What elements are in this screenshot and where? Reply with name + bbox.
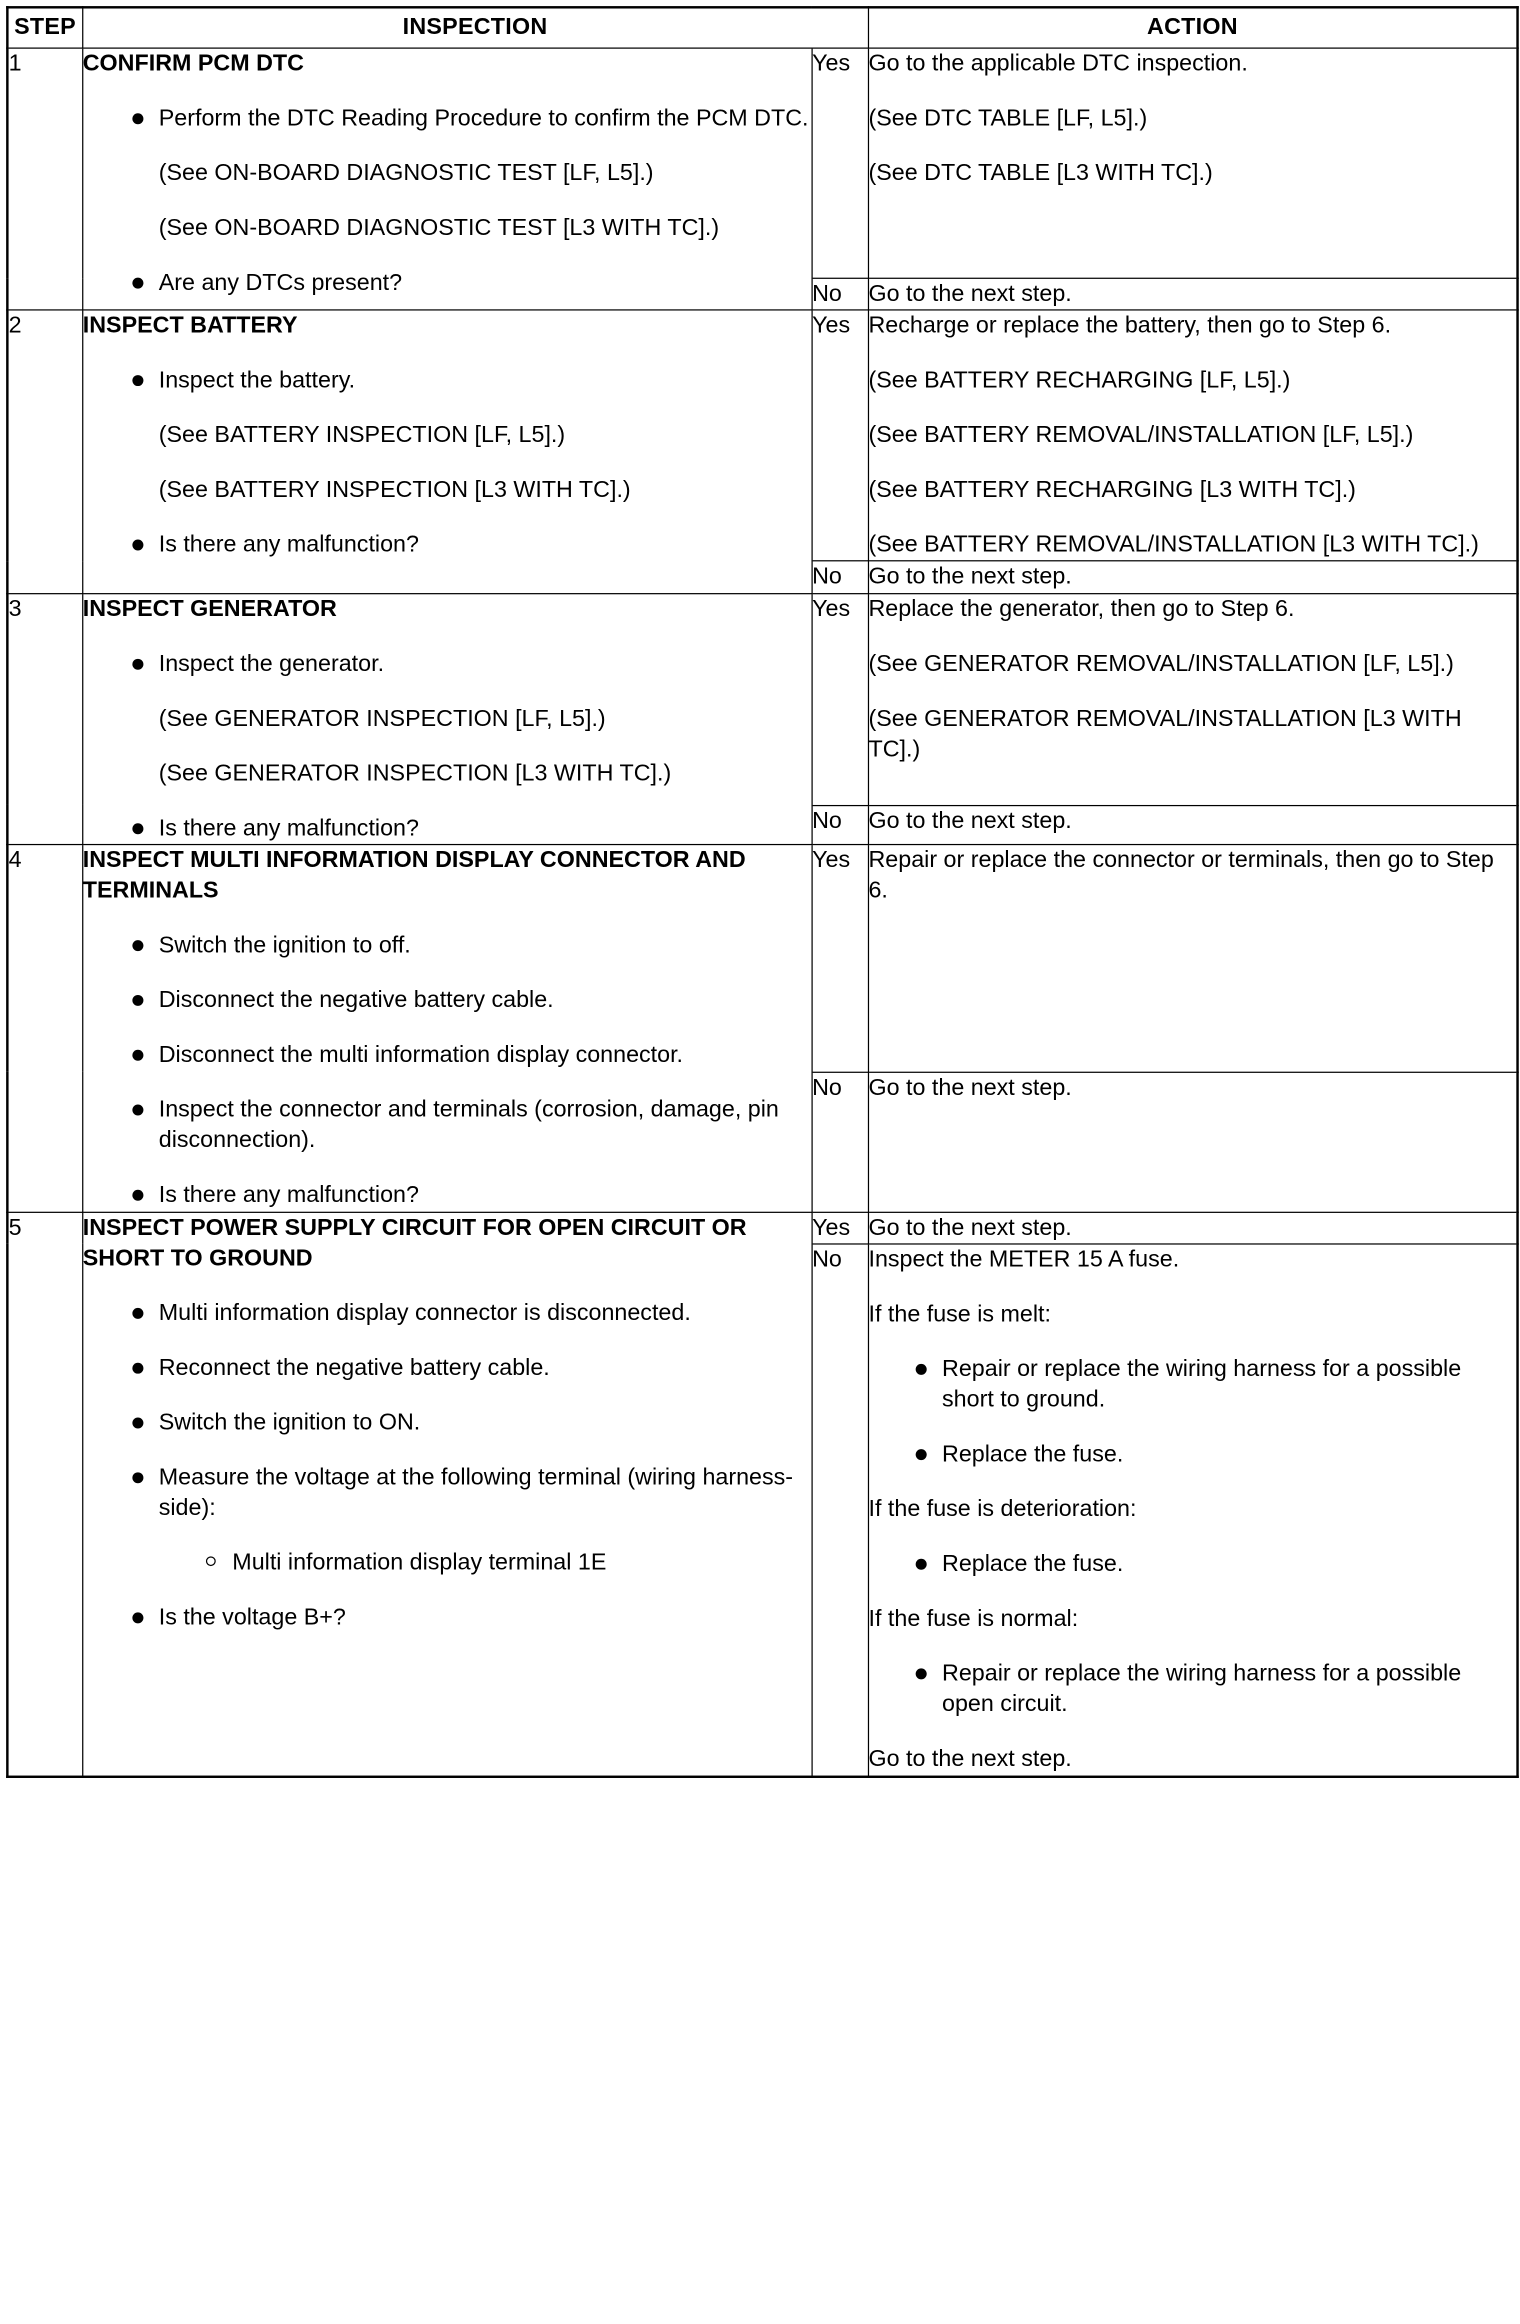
step-4-bullet: Inspect the connector and terminals (corrosion, damage, pin disconnection). (83, 1095, 811, 1156)
step-3-yes-action (868, 593, 1518, 805)
step-1-bullet: Are any DTCs present? (83, 268, 811, 299)
step-1-yes-action (868, 48, 1518, 278)
step-2-yes-ref: (See BATTERY REMOVAL/INSTALLATION [LF, L5].) (868, 422, 1414, 449)
step-3-yes-row (7, 593, 1517, 805)
step-2-yes-ref: (See BATTERY RECHARGING [L3 WITH TC].) (868, 477, 1356, 504)
step-2-yes-label: Yes (811, 310, 867, 561)
header-inspection: INSPECTION (82, 7, 868, 48)
step-5-bullet: Is the voltage B+? (83, 1603, 811, 1634)
step-4-yes-action: Repair or replace the connector or terminals, then go to Step 6. (868, 844, 1518, 1072)
step-3-inspection (82, 593, 811, 844)
step-3-yes-label: Yes (811, 593, 867, 805)
step-4-no-action: Go to the next step. (868, 1072, 1518, 1212)
step-5-yes-label: Yes (811, 1212, 867, 1244)
step-2-ref: (See BATTERY INSPECTION [LF, L5].) (158, 422, 566, 449)
step-1-number: 1 (7, 48, 82, 310)
step-5-melt-label: If the fuse is melt: (868, 1301, 1052, 1328)
step-3-title: INSPECT GENERATOR (82, 596, 337, 622)
step-5-melt-bullet: Replace the fuse. (868, 1439, 1516, 1470)
step-5-title: INSPECT POWER SUPPLY CIRCUIT FOR OPEN CIRCUIT OR SHORT TO GROUND (82, 1214, 747, 1271)
step-3-number: 3 (7, 593, 82, 844)
step-1-yes-row (7, 48, 1517, 278)
header-step: STEP (7, 7, 82, 48)
step-2-bullet: Is there any malfunction? (83, 530, 811, 561)
step-5-deterioration-label: If the fuse is deterioration: (868, 1496, 1137, 1523)
header-action: ACTION (868, 7, 1518, 48)
step-5-no-intro: Inspect the METER 15 A fuse. (868, 1246, 1180, 1273)
diagnostic-table (6, 6, 1519, 1777)
step-2-bullet: Inspect the battery. (83, 366, 811, 397)
step-5-bullet: Measure the voltage at the following terminal (wiring harness-side): (83, 1463, 811, 1524)
step-1-yes-ref: (See DTC TABLE [L3 WITH TC].) (868, 160, 1213, 187)
step-4-inspection (82, 844, 811, 1211)
step-4-bullet: Switch the ignition to off. (83, 931, 811, 962)
step-2-title: INSPECT BATTERY (82, 313, 298, 339)
step-4-bullet: Is there any malfunction? (83, 1181, 811, 1212)
step-5-yes-row (7, 1212, 1517, 1244)
step-2-number: 2 (7, 310, 82, 593)
step-2-yes-action (868, 310, 1518, 561)
step-3-yes-text: Replace the generator, then go to Step 6. (868, 596, 1295, 622)
step-5-no-label: No (811, 1244, 867, 1777)
step-2-yes-text: Recharge or replace the battery, then go to Step 6. (868, 313, 1392, 339)
step-3-ref: (See GENERATOR INSPECTION [LF, L5].) (158, 705, 606, 732)
step-3-yes-ref: (See GENERATOR REMOVAL/INSTALLATION [LF, L5].) (868, 651, 1454, 677)
step-2-yes-row (7, 310, 1517, 561)
step-4-yes-label: Yes (811, 844, 867, 1072)
step-5-inspection (82, 1212, 811, 1776)
step-1-yes-label: Yes (811, 48, 867, 278)
step-5-bullet: Multi information display connector is disconnected. (83, 1298, 811, 1329)
step-4-bullet: Disconnect the multi information display connector. (83, 1040, 811, 1071)
step-5-melt-bullet: Repair or replace the wiring harness for a possible short to ground. (868, 1354, 1516, 1415)
step-1-ref: (See ON-BOARD DIAGNOSTIC TEST [L3 WITH TC].) (158, 215, 720, 242)
step-1-yes-text: Go to the applicable DTC inspection. (868, 51, 1248, 77)
step-3-bullet: Is there any malfunction? (83, 813, 811, 844)
step-4-title: INSPECT MULTI INFORMATION DISPLAY CONNECTOR AND TERMINALS (82, 847, 746, 904)
step-4-no-label: No (811, 1072, 867, 1212)
step-1-inspection (82, 48, 811, 310)
step-5-deterioration-bullet: Replace the fuse. (868, 1549, 1516, 1580)
step-3-no-action: Go to the next step. (868, 805, 1518, 844)
step-4-bullet: Disconnect the negative battery cable. (83, 985, 811, 1016)
step-1-ref: (See ON-BOARD DIAGNOSTIC TEST [LF, L5].) (158, 160, 654, 187)
step-4-number: 4 (7, 844, 82, 1211)
step-1-yes-ref: (See DTC TABLE [LF, L5].) (868, 106, 1148, 132)
step-5-bullet: Switch the ignition to ON. (83, 1408, 811, 1439)
step-5-sub-bullet: Multi information display terminal 1E (83, 1548, 811, 1579)
step-2-yes-ref: (See BATTERY RECHARGING [LF, L5].) (868, 367, 1291, 394)
step-5-number: 5 (7, 1212, 82, 1776)
step-5-final: Go to the next step. (868, 1746, 1072, 1773)
step-3-no-label: No (811, 805, 867, 844)
step-5-no-action (868, 1244, 1518, 1777)
step-5-normal-label: If the fuse is normal: (868, 1606, 1079, 1633)
step-2-inspection (82, 310, 811, 593)
step-5-normal-bullet: Repair or replace the wiring harness for a possible open circuit. (868, 1659, 1516, 1720)
step-1-title: CONFIRM PCM DTC (82, 51, 304, 77)
step-2-yes-ref: (See BATTERY REMOVAL/INSTALLATION [L3 WITH TC].) (868, 532, 1479, 559)
step-3-bullet: Inspect the generator. (83, 649, 811, 680)
step-1-no-label: No (811, 278, 867, 310)
step-3-ref: (See GENERATOR INSPECTION [L3 WITH TC].) (158, 760, 672, 787)
step-5-yes-action: Go to the next step. (868, 1212, 1518, 1244)
step-3-yes-ref: (See GENERATOR REMOVAL/INSTALLATION [L3 WITH TC].) (868, 705, 1462, 763)
step-4-yes-row (7, 844, 1517, 1072)
step-5-bullet: Reconnect the negative battery cable. (83, 1353, 811, 1384)
header-row (7, 7, 1517, 48)
step-2-no-label: No (811, 561, 867, 593)
step-2-ref: (See BATTERY INSPECTION [L3 WITH TC].) (158, 477, 631, 504)
step-1-bullet: Perform the DTC Reading Procedure to confirm the PCM DTC. (83, 104, 811, 135)
step-2-no-action: Go to the next step. (868, 561, 1518, 593)
step-1-no-action: Go to the next step. (868, 278, 1518, 310)
